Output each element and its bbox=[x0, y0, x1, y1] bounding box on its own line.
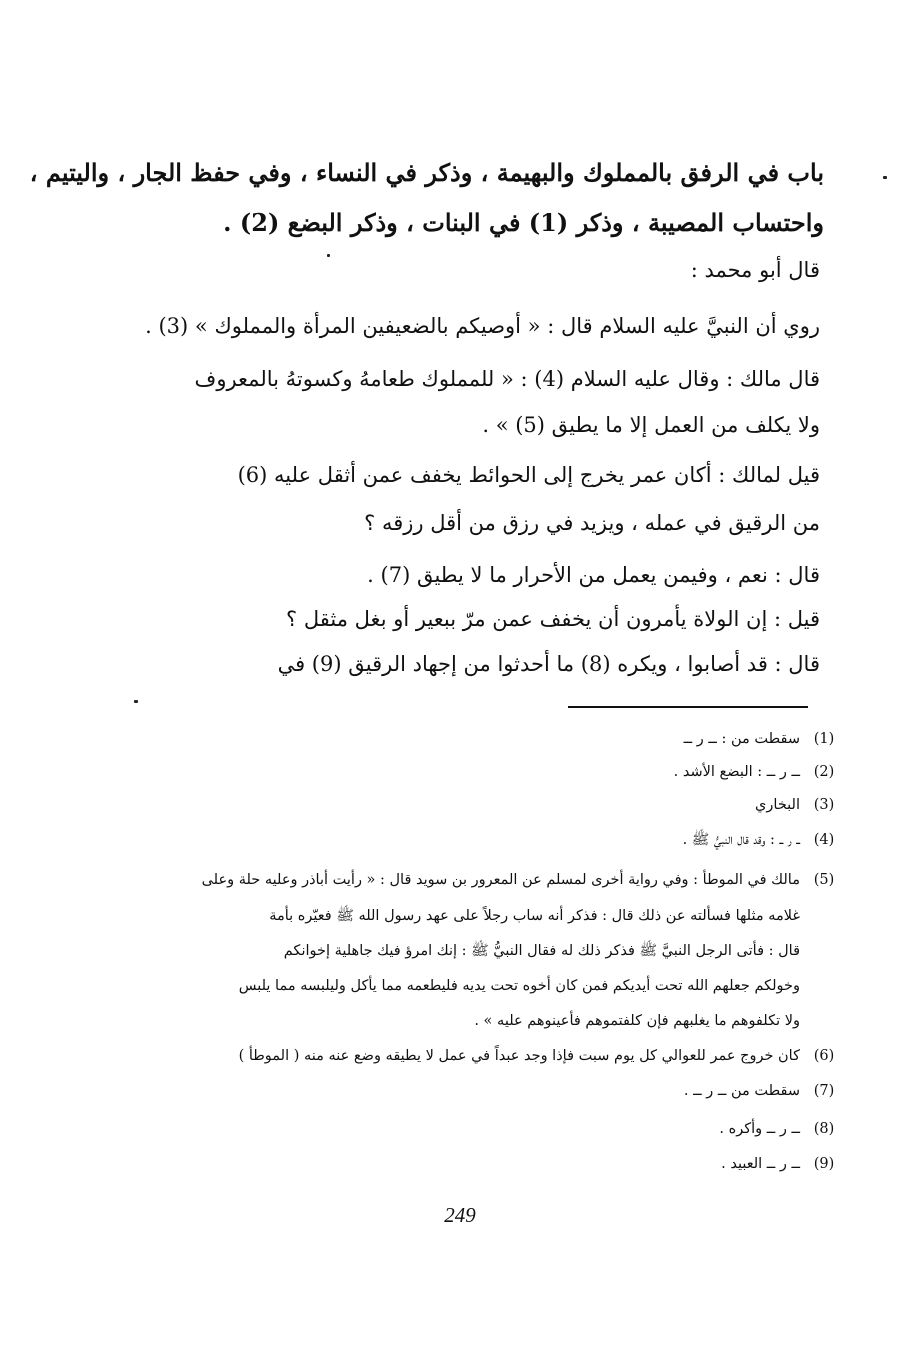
body-line-1: قال أبو محمد : bbox=[690, 258, 820, 282]
footnote-text: كان خروج عمر للعوالي كل يوم سبت فإذا وجد عبداً في عمل لا يطيقه وضع عنه منه ( الموطأ ) bbox=[238, 1048, 800, 1064]
footnote-5-line-5: ولا تكلفوهم ما يغلبهم فإن كلفتموهم فأعينوهم عليه » . bbox=[474, 1013, 800, 1029]
footnote-5-line-4: وخولكم جعلهم الله تحت أيديكم فمن كان أخوه تحت يديه فليطعمه مما يأكل وليلبسه مما يلبس bbox=[238, 978, 800, 994]
footnote-1 bbox=[684, 731, 836, 747]
footnote-text: ــ ر ــ العبيد . bbox=[721, 1156, 800, 1172]
footnote-7 bbox=[684, 1083, 836, 1099]
body-line-4: ولا يكلف من العمل إلا ما يطيق (5) » . bbox=[482, 413, 820, 437]
footnote-number: (6) bbox=[813, 1048, 835, 1064]
footnote-5 bbox=[202, 872, 836, 888]
footnote-3 bbox=[755, 797, 836, 813]
footnote-text: البخاري bbox=[755, 797, 800, 813]
footnote-9 bbox=[721, 1156, 836, 1172]
footnote-text: سقطت من ــ ر ــ . bbox=[683, 1083, 800, 1099]
footnote-number: (4) bbox=[813, 832, 835, 848]
footnote-text: ــ ر ــ : وقد قال النبيُّ ﷺ . bbox=[682, 832, 800, 848]
footnote-number: (1) bbox=[813, 731, 835, 747]
footnote-6 bbox=[239, 1048, 836, 1064]
footnote-number: (7) bbox=[813, 1083, 835, 1099]
scan-speck bbox=[883, 176, 887, 179]
body-line-8: قيل : إن الولاة يأمرون أن يخفف عمن مرّ ببعير أو بغل مثقل ؟ bbox=[286, 607, 820, 631]
footnote-text: ــ ر ــ وأكره . bbox=[719, 1121, 800, 1137]
body-line-5: قيل لمالك : أكان عمر يخرج إلى الحوائط يخفف عمن أثقل عليه (6) bbox=[237, 463, 820, 487]
scan-speck bbox=[327, 254, 330, 257]
body-line-2: روي أن النبيَّ عليه السلام قال : « أوصيكم بالضعيفين المرأة والمملوك » (3) . bbox=[145, 314, 820, 338]
scan-speck bbox=[134, 700, 138, 703]
footnote-number: (2) bbox=[813, 764, 835, 780]
footnote-2 bbox=[674, 764, 836, 780]
footnote-number: (9) bbox=[813, 1156, 835, 1172]
chapter-heading-line-2: واحتساب المصيبة ، وذكر (1) في البنات ، وذكر البضع (2) . bbox=[223, 208, 824, 237]
footnote-text: سقطت من : ــ ر ــ bbox=[683, 731, 800, 747]
page-number: 249 bbox=[444, 1203, 476, 1227]
footnote-5-line-3: قال : فأتى الرجل النبيَّ ﷺ فذكر ذلك له فقال النبيُّ ﷺ : إنك امرؤ فيك جاهلية إخوانكم bbox=[283, 943, 800, 959]
footnote-4 bbox=[683, 831, 836, 852]
footnote-number: (3) bbox=[813, 797, 835, 813]
chapter-heading-line-1: باب في الرفق بالمملوك والبهيمة ، وذكر في النساء ، وفي حفظ الجار ، واليتيم ، bbox=[29, 158, 824, 187]
footnote-number: (8) bbox=[813, 1121, 835, 1137]
body-line-9: قال : قد أصابوا ، ويكره (8) ما أحدثوا من إجهاد الرقيق (9) في bbox=[277, 652, 820, 676]
footnote-number: (5) bbox=[813, 872, 835, 888]
footnote-text: ــ ر ــ : البضع الأشد . bbox=[673, 764, 800, 780]
body-line-3: قال مالك : وقال عليه السلام (4) : « للمملوك طعامهُ وكسوتهُ بالمعروف bbox=[194, 367, 820, 391]
footnote-5-line-2: غلامه مثلها فسألته عن ذلك قال : فذكر أنه ساب رجلاً على عهد رسول الله ﷺ فعيّره بأمة bbox=[269, 908, 800, 924]
footnote-8 bbox=[719, 1121, 836, 1137]
body-line-7: قال : نعم ، وفيمن يعمل من الأحرار ما لا يطيق (7) . bbox=[367, 563, 820, 587]
footnote-separator bbox=[568, 706, 808, 708]
body-line-6: من الرقيق في عمله ، ويزيد في رزق من أقل رزقه ؟ bbox=[364, 511, 820, 535]
footnote-text: مالك في الموطأ : وفي رواية أخرى لمسلم عن المعرور بن سويد قال : « رأيت أباذر وعليه حلة وعلى bbox=[201, 872, 800, 888]
